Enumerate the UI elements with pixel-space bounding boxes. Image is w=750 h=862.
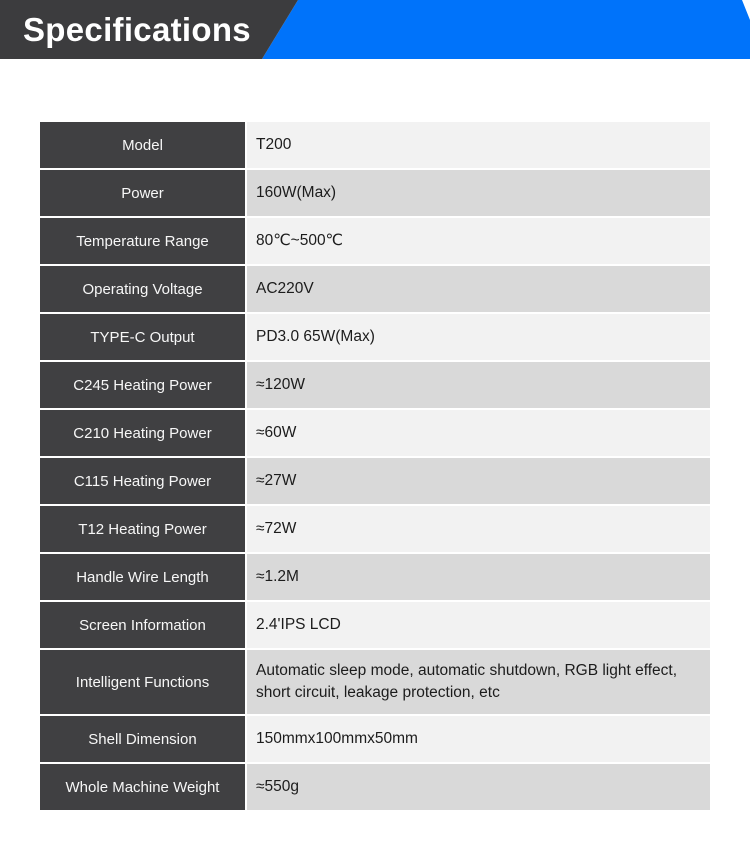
row-value: ≈27W [247, 458, 710, 504]
table-row-c210-heating-power [40, 410, 710, 456]
row-value: ≈120W [247, 362, 710, 408]
row-label: Handle Wire Length [40, 554, 245, 600]
table-row-handle-wire-length [40, 554, 710, 600]
row-label: Temperature Range [40, 218, 245, 264]
row-value: Automatic sleep mode, automatic shutdown, RGB light effect, short circuit, leakage protection, etc [247, 650, 710, 714]
row-label: Screen Information [40, 602, 245, 648]
table-row-type-c-output [40, 314, 710, 360]
row-label: C245 Heating Power [40, 362, 245, 408]
table-row-temperature-range [40, 218, 710, 264]
table-row-screen-information [40, 602, 710, 648]
row-value: ≈550g [247, 764, 710, 810]
row-value: 80℃~500℃ [247, 218, 710, 264]
row-value: ≈60W [247, 410, 710, 456]
row-label: Power [40, 170, 245, 216]
table-row-model [40, 122, 710, 168]
row-value: ≈1.2M [247, 554, 710, 600]
table-row-whole-machine-weight [40, 764, 710, 810]
table-row-operating-voltage [40, 266, 710, 312]
row-label: Operating Voltage [40, 266, 245, 312]
table-row-intelligent-functions [40, 650, 710, 714]
table-row-power [40, 170, 710, 216]
row-value: 150mmx100mmx50mm [247, 716, 710, 762]
page-title: Specifications [23, 10, 251, 48]
table-row-shell-dimension [40, 716, 710, 762]
row-value: 2.4'IPS LCD [247, 602, 710, 648]
row-label: Whole Machine Weight [40, 764, 245, 810]
table-row-c115-heating-power [40, 458, 710, 504]
row-value: 160W(Max) [247, 170, 710, 216]
table-row-c245-heating-power [40, 362, 710, 408]
row-value: PD3.0 65W(Max) [247, 314, 710, 360]
row-label: Intelligent Functions [40, 650, 245, 714]
row-label: Shell Dimension [40, 716, 245, 762]
row-label: TYPE-C Output [40, 314, 245, 360]
row-label: C115 Heating Power [40, 458, 245, 504]
header-banner [0, 0, 750, 59]
row-label: C210 Heating Power [40, 410, 245, 456]
row-value: T200 [247, 122, 710, 168]
row-label: Model [40, 122, 245, 168]
table-row-t12-heating-power [40, 506, 710, 552]
row-value: AC220V [247, 266, 710, 312]
row-value: ≈72W [247, 506, 710, 552]
row-label: T12 Heating Power [40, 506, 245, 552]
spec-table [40, 122, 710, 810]
